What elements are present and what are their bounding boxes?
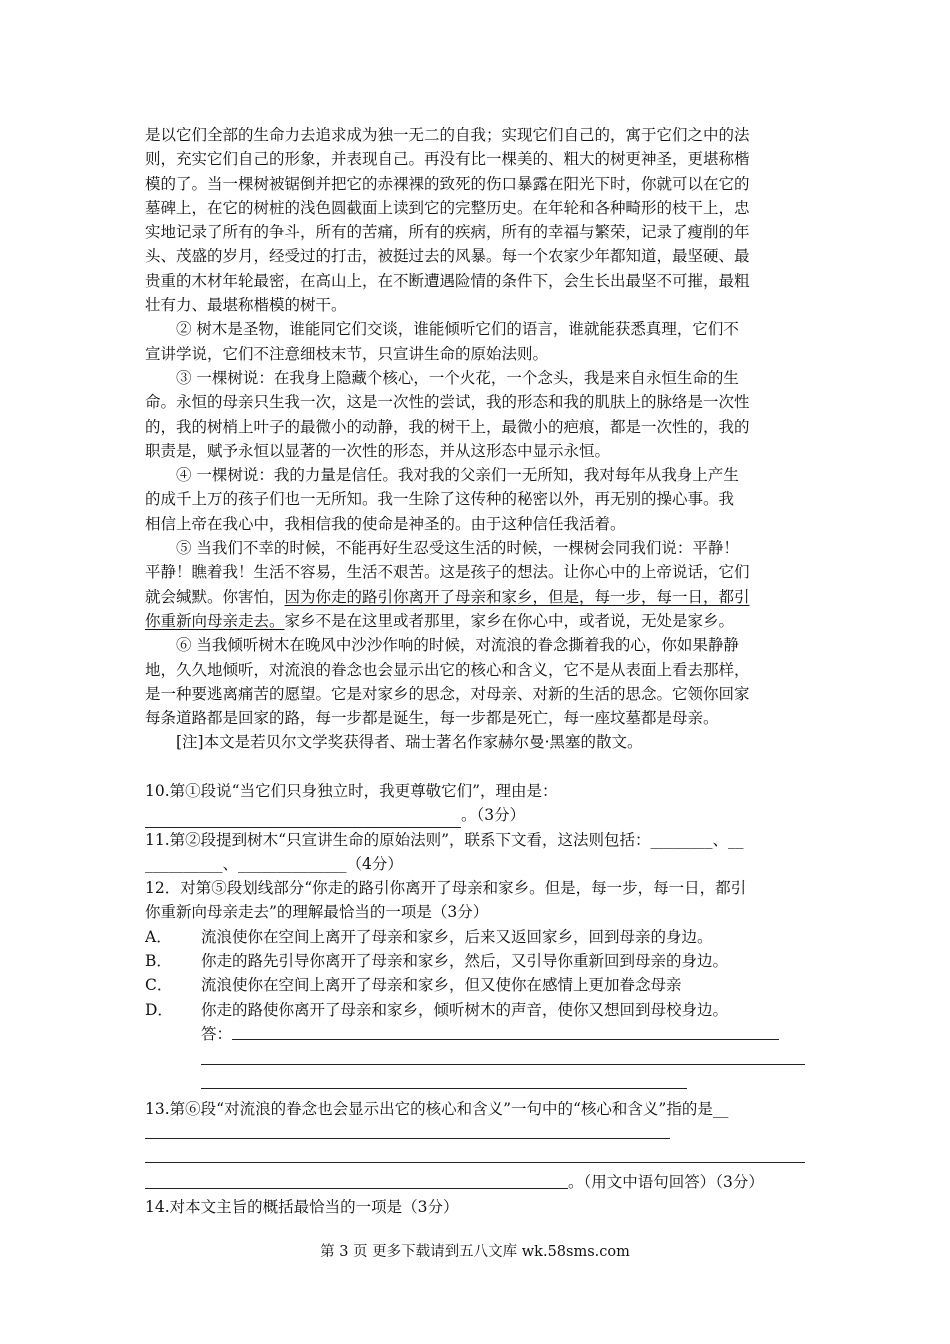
paragraph-6-line: 每条道路都是回家的路，每一步都是诞生，每一步都是死亡，每一座坟墓都是母亲。: [145, 709, 719, 728]
paragraph-1-line: 壮有力、最堪称楷模的树干。: [145, 296, 347, 315]
question-10: 10.第①段说“当它们只身独立时，我更尊敬它们”，理由是：: [145, 782, 558, 800]
answer-blank[interactable]: [201, 1064, 805, 1065]
paragraph-1-line: 是以它们全部的生命力去追求成为独一无二的自我；实现它们自己的，寓于它们之中的法: [145, 126, 750, 144]
question-11: 11.第②段提到树木“只宣讲生命的原始法则”，联系下文看，这法则包括：________、__: [145, 830, 744, 849]
question-13-tail: 。（用文中语句回答）（3分）: [568, 1173, 764, 1191]
paragraph-6-line: 地，久久地倾听，对流浪的眷念也会显示出它的核心和含义，它不是从表面上看去那样，: [145, 660, 750, 679]
paragraph-1-line: 则，充实它们自己的形象，并表现自己。再没有比一棵美的、粗大的树更神圣，更堪称楷: [145, 150, 750, 169]
paragraph-4-line: ④ 一棵树说：我的力量是信任。我对我的父亲们一无所知，我对每年从我身上产生: [176, 466, 739, 485]
paragraph-4-line: 的成千上万的孩子们也一无所知。我一生除了这传种的秘密以外，再无别的操心事。我: [145, 490, 735, 509]
option-label: A．: [145, 927, 172, 946]
passage: [145, 123, 809, 755]
option-text: 流浪使你在空间上离开了母亲和家乡，但又使你在感情上更加眷念母亲: [201, 976, 682, 995]
paragraph-2-line: 宣讲学说，它们不注意细枝末节，只宣讲生命的原始法则。: [145, 344, 549, 363]
option-text: 你走的路使你离开了母亲和家乡，倾听树木的声音，使你又想回到母校身边。: [201, 1000, 729, 1019]
paragraph-5-line: ⑤ 当我们不幸的时候，不能再好生忍受这生活的时候，一棵树会同我们说：平静！: [176, 539, 739, 558]
paragraph-1-line: 模的了。当一棵树被锯倒并把它的赤裸裸的致死的伤口暴露在阳光下时，你就可以在它的: [145, 174, 750, 193]
question-14-block: [145, 1195, 809, 1219]
answer-blank[interactable]: [145, 1162, 805, 1163]
answer-blank[interactable]: [145, 1138, 670, 1139]
paragraph-6-line: 是一种要逃离痛苦的愿望。它是对家乡的思念，对母亲、对新的生活的思念。它领你回家: [145, 684, 750, 703]
paragraph-6-line: ⑥ 当我倾听树木在晚风中沙沙作响的时候，对流浪的眷念撕着我的心，你如果静静: [176, 636, 739, 655]
answer-row: [145, 1022, 809, 1046]
question-13-tail-block: [568, 1170, 808, 1194]
paragraph-1-line: 贵重的木材年轮最密，在高山上，在不断遭遇险情的条件下，会生长出最坚不可摧，最粗: [145, 271, 750, 290]
option-label: B．: [145, 952, 172, 971]
paragraph-5-line: [145, 585, 809, 609]
paragraph-4-line: 相信上帝在我心中，我相信我的使命是神圣的。由于这种信任我活着。: [145, 514, 626, 533]
question-11-blanks: __________、______________（4分）: [145, 854, 403, 873]
paragraph-5-text: 家乡不是在这里或者那里，家乡在你心中，或者说，无处是家乡。: [284, 611, 735, 630]
questions: [145, 779, 809, 1046]
option-d[interactable]: [145, 998, 809, 1022]
answer-blank[interactable]: [232, 1039, 779, 1040]
option-a[interactable]: [145, 925, 809, 949]
passage-note: [注]本文是若贝尔文学奖获得者、瑞士著名作家赫尔曼·黑塞的散文。: [176, 733, 643, 752]
option-b[interactable]: [145, 949, 809, 973]
question-12: 12．对第⑤段划线部分“你走的路引你离开了母亲和家乡。但是，每一步，每一日，都引: [145, 879, 747, 898]
option-label: C．: [145, 976, 173, 995]
page-footer: 第 3 页 更多下载请到五八文库 wk.58sms.com: [320, 1244, 630, 1260]
underlined-sentence: 因为你走的路引你离开了母亲和家乡，但是，每一步，每一日，都引: [284, 587, 750, 606]
paragraph-3-line: 职责是，赋予永恒以显著的一次性的形态，并从这形态中显示永恒。: [145, 441, 611, 460]
paragraph-1-line: 实地记录了所有的争斗，所有的苦痛，所有的疾病，所有的幸福与繁荣，记录了瘦削的年: [145, 223, 750, 242]
question-14: 14.对本文主旨的概括最恰当的一项是（3分）: [145, 1198, 459, 1216]
question-13: 13.第⑥段“对流浪的眷念也会显示出它的核心和含义”一句中的“核心和含义”指的是__: [145, 1100, 729, 1118]
option-c[interactable]: [145, 973, 809, 997]
question-10-tail: 。（3分）: [461, 806, 526, 825]
paragraph-5-line: [145, 609, 809, 633]
option-text: 你走的路先引导你离开了母亲和家乡，然后，又引导你重新回到母亲的身边。: [201, 952, 729, 971]
paragraph-1-line: 头、茂盛的岁月，经受过的打击，被挺过去的风暴。每一个农家少年都知道，最坚硬、最: [145, 247, 750, 266]
paragraph-1-line: 墓碑上，在它的树桩的浅色圆截面上读到它的完整历史。在年轮和各种畸形的枝干上，忠: [145, 198, 750, 217]
paragraph-3-line: 的，我的树梢上叶子的最微小的动静，我的树干上，最微小的疤痕，都是一次性的，我的: [145, 417, 750, 436]
paragraph-3-line: 命。永恒的母亲只生我一次，这是一次性的尝试，我的形态和我的肌肤上的脉络是一次性: [145, 393, 750, 412]
question-10-answer-line: [145, 803, 809, 827]
paragraph-2-line: ② 树木是圣物，谁能同它们交谈，谁能倾听它们的语言，谁就能获悉真理，它们不: [176, 320, 739, 339]
answer-blank[interactable]: [145, 810, 461, 828]
answer-blank[interactable]: [201, 1088, 687, 1089]
paragraph-5-text: 就会缄默。你害怕，: [145, 587, 285, 606]
question-12: 你重新向母亲走去”的理解最恰当的一项是（3分）: [145, 903, 489, 922]
question-13-block: [145, 1097, 809, 1121]
paragraph-3-line: ③ 一棵树说：在我身上隐藏个核心，一个火花，一个念头，我是来自永恒生命的生: [176, 368, 739, 387]
answer-label: 答：: [201, 1024, 233, 1043]
option-label: D．: [145, 1000, 173, 1019]
underlined-sentence: 你重新向母亲走去。: [145, 611, 285, 630]
paragraph-5-line: 平静！瞧着我！生活不容易，生活不艰苦。这是孩子的想法。让你心中的上帝说话，它们: [145, 563, 750, 582]
option-text: 流浪使你在空间上离开了母亲和家乡，后来又返回家乡，回到母亲的身边。: [201, 927, 713, 946]
answer-blank[interactable]: [145, 1188, 568, 1189]
